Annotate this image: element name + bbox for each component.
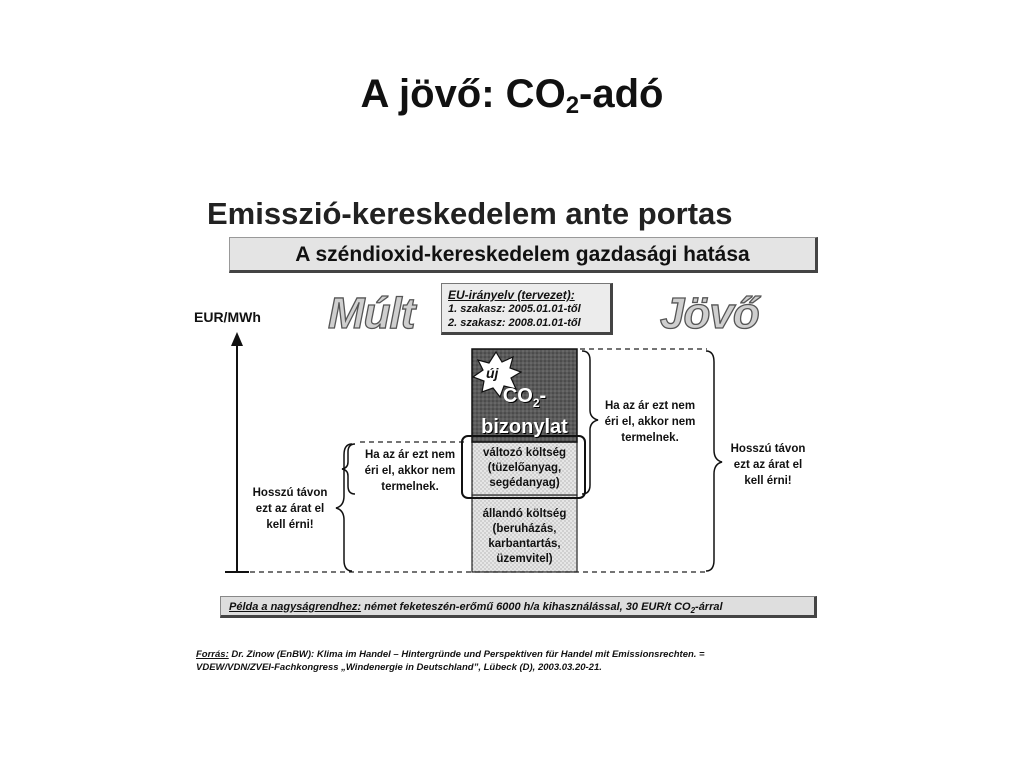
left-outer-note: Hosszú távon ezt az árat el kell érni! (252, 487, 328, 531)
y-axis-label: EUR/MWh (194, 309, 261, 325)
example-bar: Példa a nagyságrendhez: német feketeszén-erőmű 6000 h/a kihasználással, 30 EUR/t $CO_2$-árral (220, 596, 817, 618)
right-outer-bracket (706, 351, 722, 571)
past-label: Múlt (328, 289, 415, 338)
figure-heading: Emisszió-kereskedelem ante portas (207, 196, 733, 231)
left-inner-note: Ha az ár ezt nem éri el, akkor nem termelnek. (364, 449, 456, 493)
figure-subheading: A széndioxid-kereskedelem gazdasági hatása (229, 237, 818, 273)
source-citation: Forrás: Dr. Zinow (EnBW): Klima im Handel – Hintergründe und Perspektiven für Handel mit Emissionsrechten. = VDEW/VDN/ZVEI-Fachkongress „Windenergie in Deutschland”, Lübeck (D), 2003.03.20-21. (196, 649, 705, 673)
new-badge-label: új (486, 365, 499, 381)
eu-directive-phase2: 2. szakasz: 2008.01.01-től (448, 317, 581, 329)
left-outer-bracket (336, 444, 352, 571)
co2-certificate-label: $CO_2-$ bizonylat (481, 385, 568, 438)
fixed-cost-label: állandó költség (beruházás, karbantartás, üzemvitel) (482, 508, 567, 565)
future-label: Jövő (660, 289, 759, 338)
right-inner-note: Ha az ár ezt nem éri el, akkor nem termelnek. (604, 400, 696, 444)
y-axis (225, 332, 249, 572)
right-outer-note: Hosszú távon ezt az árat el kell érni! (730, 443, 806, 487)
eu-directive-phase1: 1. szakasz: 2005.01.01-től (448, 303, 581, 315)
eu-directive-title: EU-irányelv (tervezet): (448, 288, 575, 302)
variable-cost-label: változó költség (tüzelőanyag, segédanyag) (482, 447, 567, 489)
slide-title: A jövő: $CO_2$-adó (360, 72, 664, 119)
